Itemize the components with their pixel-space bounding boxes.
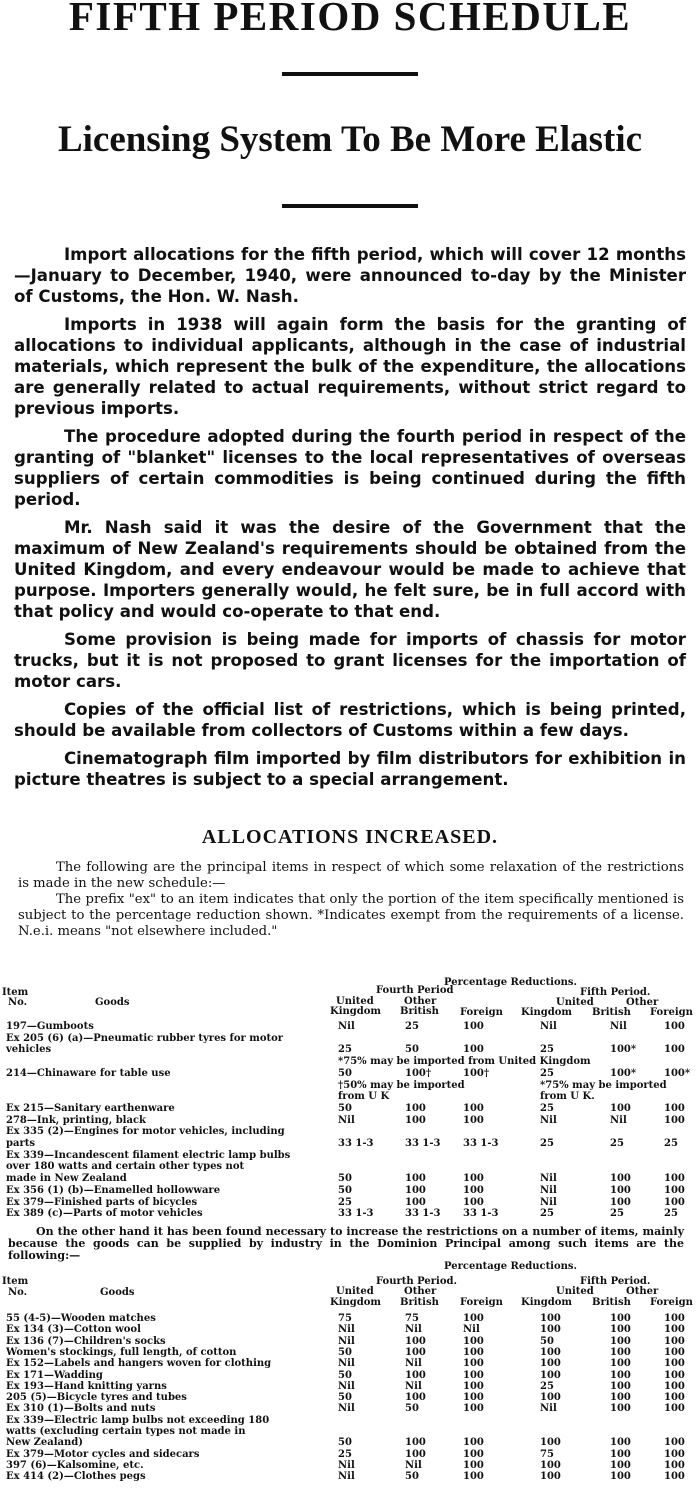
value-cell: 100 xyxy=(540,1459,561,1471)
value-cell: 25 xyxy=(338,1448,352,1460)
value-cell: 100 xyxy=(610,1346,631,1358)
goods-cell: vehicles xyxy=(6,1044,52,1056)
value-cell: 100 xyxy=(463,1358,484,1370)
value-cell: 100 xyxy=(610,1196,631,1208)
value-cell: 50 xyxy=(405,1471,419,1483)
value-cell: 25 xyxy=(540,1208,554,1220)
goods-cell: Ex 356 (1) (b)—Enamelled hollowware xyxy=(6,1184,221,1196)
value-cell: 100 xyxy=(405,1392,426,1404)
value-cell: 100 xyxy=(405,1437,426,1449)
value-cell: 50 xyxy=(338,1392,352,1404)
col-uk: United xyxy=(556,1286,594,1297)
col-uk: United xyxy=(336,1286,374,1297)
value-cell: 100 xyxy=(463,1335,484,1347)
table-row xyxy=(0,1091,700,1103)
paragraph: Imports in 1938 will again form the basis for the granting of allocations to individual applicants, although in the case of industrial materials, which represent the bulk of the expenditure, the allocations are generally related to actual requirements, without strict regard to previous imports. xyxy=(14,315,686,418)
value-cell: 100 xyxy=(610,1459,631,1471)
value-cell: 100 xyxy=(463,1021,484,1032)
paragraph: Some provision is being made for imports of chassis for motor trucks, but it is not proposed to grant licenses for the importation of motor cars. xyxy=(14,630,686,691)
value-cell: 100 xyxy=(540,1392,561,1404)
value-cell: 100 xyxy=(664,1392,685,1404)
value-cell: 25 xyxy=(540,1102,554,1114)
value-cell: 100 xyxy=(540,1346,561,1358)
value-cell: 33 1-3 xyxy=(405,1138,441,1149)
col-no: No. xyxy=(8,997,28,1008)
table-row xyxy=(0,1126,700,1138)
col-item: Item xyxy=(2,987,29,998)
goods-cell: Ex 205 (6) (a)—Pneumatic rubber tyres for motor xyxy=(6,1032,284,1044)
value-cell: 50 xyxy=(338,1102,352,1114)
value-cell: 33 1-3 xyxy=(338,1138,374,1149)
col-no: No. xyxy=(8,1287,28,1298)
goods-cell: Women's stockings, full length, of cotton xyxy=(6,1346,237,1358)
value-cell: 100 xyxy=(610,1335,631,1347)
goods-cell: 197—Gumboots xyxy=(6,1021,94,1032)
allocations-intro xyxy=(18,860,684,940)
col-fourth: Fourth Period. xyxy=(376,1276,457,1287)
value-cell: 100† xyxy=(463,1067,490,1079)
value-cell: 100 xyxy=(664,1380,685,1392)
value-cell: 100 xyxy=(610,1369,631,1381)
value-cell: 100 xyxy=(610,1324,631,1336)
col-uk: United xyxy=(556,997,594,1008)
value-cell: 100* xyxy=(664,1067,691,1079)
table-row xyxy=(0,1021,700,1033)
value-cell: 50 xyxy=(405,1403,419,1415)
value-cell: Nil xyxy=(463,1324,480,1336)
value-cell: 100 xyxy=(540,1358,561,1370)
value-cell: Nil xyxy=(338,1403,355,1415)
goods-cell: New Zealand) xyxy=(6,1437,84,1449)
value-cell: 75 xyxy=(338,1313,352,1324)
value-cell: 25 xyxy=(610,1138,624,1149)
col-uk: Kingdom xyxy=(330,1006,381,1017)
value-cell: Nil xyxy=(540,1403,557,1415)
paragraph: Mr. Nash said it was the desire of the Government that the maximum of New Zealand's requirements should be obtained from the United Kingdom, and every endeavour would be made to achieve that purpose. Importers generally would, he felt sure, be in full accord with that policy and would co-operate to that end. xyxy=(14,518,686,621)
value-cell: 100 xyxy=(463,1380,484,1392)
value-cell: 50 xyxy=(338,1437,352,1449)
value-cell: 100 xyxy=(610,1102,631,1114)
table-row xyxy=(0,1370,700,1382)
paragraph: The procedure adopted during the fourth period in respect of the granting of "blanket" licenses to the local representatives of overseas suppliers of certain commodities is being continued during the fifth period. xyxy=(14,427,686,509)
col-foreign: Foreign xyxy=(650,1297,693,1308)
value-cell: 50 xyxy=(338,1346,352,1358)
value-cell: 100 xyxy=(540,1437,561,1449)
value-cell: 100 xyxy=(664,1335,685,1347)
value-cell: Nil xyxy=(338,1471,355,1483)
goods-cell: Ex 215—Sanitary earthenware xyxy=(6,1102,175,1114)
value-cell: 100 xyxy=(540,1313,561,1324)
table-row xyxy=(0,1381,700,1393)
value-cell: 100 xyxy=(463,1471,484,1483)
value-cell: 100 xyxy=(610,1471,631,1483)
value-cell: 100 xyxy=(540,1471,561,1483)
value-cell: Nil xyxy=(540,1021,557,1032)
table-row xyxy=(0,1358,700,1370)
value-cell: 100 xyxy=(664,1021,685,1032)
goods-cell: 278—Ink, printing, black xyxy=(6,1114,146,1126)
intro-paragraph: The following are the principal items in respect of which some relaxation of the restrictions is made in the new schedule:— xyxy=(18,860,684,891)
table-row xyxy=(0,1437,700,1449)
value-cell: 100 xyxy=(664,1173,685,1185)
table-row xyxy=(0,1449,700,1461)
value-cell: Nil xyxy=(610,1021,627,1032)
value-cell: 100* xyxy=(610,1067,637,1079)
value-cell: Nil xyxy=(540,1114,557,1126)
goods-cell: Ex 310 (1)—Bolts and nuts xyxy=(6,1403,156,1415)
table-row xyxy=(0,1324,700,1336)
col-uk: Kingdom xyxy=(521,1007,572,1018)
value-cell: 75 xyxy=(405,1313,419,1324)
goods-cell: parts xyxy=(6,1138,35,1149)
table-row xyxy=(0,1208,700,1220)
value-cell: 100 xyxy=(664,1044,685,1056)
value-cell: 100 xyxy=(405,1102,426,1114)
value-cell: 100 xyxy=(463,1102,484,1114)
value-cell: 100 xyxy=(405,1448,426,1460)
table-row xyxy=(0,1033,700,1045)
table-row xyxy=(0,1347,700,1359)
col-ob: Other xyxy=(626,1286,659,1297)
goods-cell: 214—Chinaware for table use xyxy=(6,1067,171,1079)
value-cell: 50 xyxy=(338,1067,352,1079)
value-cell: 100 xyxy=(463,1392,484,1404)
value-cell: 100 xyxy=(664,1459,685,1471)
value-cell: 25 xyxy=(338,1044,352,1056)
table-row xyxy=(0,1403,700,1415)
value-cell: 100 xyxy=(610,1358,631,1370)
table-row xyxy=(0,1138,700,1150)
col-goods: Goods xyxy=(95,997,130,1008)
value-cell: 100 xyxy=(405,1114,426,1126)
col-ob: British xyxy=(592,1007,631,1018)
col-fifth: Fifth Period. xyxy=(580,1276,651,1287)
paragraph: Cinematograph film imported by film distributors for exhibition in picture theatres is subject to a special arrangement. xyxy=(14,749,686,789)
table-row xyxy=(0,1185,700,1197)
subheadline: Licensing System To Be More Elastic xyxy=(57,119,643,160)
value-cell: 100 xyxy=(664,1324,685,1336)
goods-cell: Ex 389 (c)—Parts of motor vehicles xyxy=(6,1208,203,1220)
intro-paragraph: The prefix "ex" to an item indicates that only the portion of the item specifically mentioned is subject to the percentage reduction shown. *Indicates exempt from the requirements of a license. N.e.i. means "not elsewhere included." xyxy=(18,892,684,939)
goods-cell: Ex 171—Wadding xyxy=(6,1369,103,1381)
value-cell: from U K. xyxy=(540,1091,595,1103)
value-cell: 100 xyxy=(540,1324,561,1336)
goods-cell: watts (excluding certain types not made in xyxy=(6,1426,246,1437)
value-cell: 100 xyxy=(405,1369,426,1381)
value-cell: 100 xyxy=(405,1173,426,1185)
table-row xyxy=(0,1115,700,1127)
value-cell: 100 xyxy=(463,1369,484,1381)
table-row xyxy=(0,1150,700,1162)
col-item: Item xyxy=(2,1276,29,1287)
value-cell: 100 xyxy=(664,1471,685,1483)
goods-cell: Ex 414 (2)—Clothes pegs xyxy=(6,1471,146,1483)
value-cell: Nil xyxy=(338,1324,355,1336)
value-cell: 100† xyxy=(405,1067,432,1079)
value-cell: *75% may be imported from United Kingdom xyxy=(338,1056,591,1068)
value-cell: 100 xyxy=(664,1196,685,1208)
divider-rule xyxy=(282,204,418,208)
value-cell: Nil xyxy=(338,1459,355,1471)
restrictions-note xyxy=(8,1226,684,1262)
value-cell: 100 xyxy=(463,1114,484,1126)
pct-heading: Percentage Reductions. xyxy=(444,977,578,988)
value-cell: 100 xyxy=(463,1346,484,1358)
paragraph: Import allocations for the fifth period, which will cover 12 months—January to December, 1940, were announced to-day by the Minister of Customs, the Hon. W. Nash. xyxy=(14,245,686,306)
value-cell: 33 1-3 xyxy=(463,1208,499,1220)
table-row xyxy=(0,1068,700,1080)
value-cell: 100 xyxy=(664,1448,685,1460)
table-row xyxy=(0,1056,700,1068)
paragraph: Copies of the official list of restrictions, which is being printed, should be available from collectors of Customs within a few days. xyxy=(14,700,686,740)
table-row xyxy=(0,1313,700,1325)
value-cell: 75 xyxy=(540,1448,554,1460)
value-cell: 100 xyxy=(664,1184,685,1196)
value-cell: 100 xyxy=(610,1184,631,1196)
goods-cell: over 180 watts and certain other types not xyxy=(6,1161,245,1173)
goods-cell: Ex 335 (2)—Engines for motor vehicles, including xyxy=(6,1126,285,1138)
value-cell: 100 xyxy=(463,1184,484,1196)
table-row xyxy=(0,1426,700,1438)
value-cell: 100 xyxy=(405,1346,426,1358)
value-cell: 100 xyxy=(610,1380,631,1392)
value-cell: Nil xyxy=(540,1184,557,1196)
value-cell: 100 xyxy=(463,1437,484,1449)
col-uk: Kingdom xyxy=(330,1297,381,1308)
value-cell: Nil xyxy=(540,1173,557,1185)
value-cell: 100 xyxy=(405,1335,426,1347)
value-cell: 100 xyxy=(664,1437,685,1449)
value-cell: 25 xyxy=(540,1138,554,1149)
value-cell: 100 xyxy=(463,1173,484,1185)
col-ob: British xyxy=(400,1297,439,1308)
col-fourth: Fourth Period xyxy=(376,985,454,996)
col-ob: Other xyxy=(404,1286,437,1297)
value-cell: Nil xyxy=(405,1358,422,1370)
goods-cell: Ex 379—Finished parts of bicycles xyxy=(6,1196,198,1208)
value-cell: 100 xyxy=(463,1403,484,1415)
value-cell: 100 xyxy=(664,1369,685,1381)
table-row xyxy=(0,1336,700,1348)
table-row xyxy=(0,1173,700,1185)
goods-cell: Ex 193—Hand knitting yarns xyxy=(6,1380,167,1392)
value-cell: 100 xyxy=(664,1114,685,1126)
col-foreign: Foreign xyxy=(460,1297,503,1308)
value-cell: 100 xyxy=(463,1448,484,1460)
value-cell: 100* xyxy=(610,1044,637,1056)
goods-cell: Ex 339—Electric lamp bulbs not exceeding 180 xyxy=(6,1414,270,1426)
value-cell: 100 xyxy=(463,1313,484,1324)
value-cell: 100 xyxy=(664,1403,685,1415)
table-row xyxy=(0,1161,700,1173)
goods-cell: Ex 379—Motor cycles and sidecars xyxy=(6,1448,200,1460)
col-ob: Other xyxy=(626,997,659,1008)
goods-cell: made in New Zealand xyxy=(6,1173,127,1185)
col-ob: Other xyxy=(404,996,437,1007)
value-cell: 100 xyxy=(610,1403,631,1415)
goods-cell: Ex 134 (3)—Cotton wool xyxy=(6,1324,141,1336)
value-cell: 50 xyxy=(405,1044,419,1056)
value-cell: 100 xyxy=(664,1102,685,1114)
goods-cell: Ex 136 (7)—Children's socks xyxy=(6,1335,166,1347)
value-cell: †50% may be imported xyxy=(338,1079,465,1091)
value-cell: Nil xyxy=(405,1380,422,1392)
value-cell: 100 xyxy=(540,1369,561,1381)
headline: FIFTH PERIOD SCHEDULE xyxy=(68,0,632,39)
value-cell: 100 xyxy=(610,1313,631,1324)
table1-header xyxy=(0,978,700,1020)
value-cell: 25 xyxy=(338,1196,352,1208)
value-cell: Nil xyxy=(540,1196,557,1208)
value-cell: 100 xyxy=(610,1173,631,1185)
value-cell: 25 xyxy=(540,1044,554,1056)
table-row xyxy=(0,1103,700,1115)
value-cell: 25 xyxy=(610,1208,624,1220)
value-cell: 25 xyxy=(405,1021,419,1032)
value-cell: 50 xyxy=(540,1335,554,1347)
col-ob: British xyxy=(592,1297,631,1308)
value-cell: Nil xyxy=(610,1114,627,1126)
goods-cell: Ex 152—Labels and hangers woven for clothing xyxy=(6,1358,272,1370)
value-cell: 50 xyxy=(338,1184,352,1196)
value-cell: Nil xyxy=(338,1380,355,1392)
value-cell: 25 xyxy=(540,1067,554,1079)
article-body xyxy=(14,244,686,797)
table-row xyxy=(0,1460,700,1472)
value-cell: 100 xyxy=(610,1437,631,1449)
allocations-heading: ALLOCATIONS INCREASED. xyxy=(201,826,499,848)
value-cell: 100 xyxy=(664,1358,685,1370)
value-cell: from U K xyxy=(338,1091,390,1103)
value-cell: 25 xyxy=(664,1208,678,1220)
table-row xyxy=(0,1197,700,1209)
table-row xyxy=(0,1080,700,1092)
value-cell: 100 xyxy=(610,1448,631,1460)
table-row xyxy=(0,1415,700,1427)
table-row xyxy=(0,1392,700,1404)
value-cell: 33 1-3 xyxy=(405,1208,441,1220)
col-uk: Kingdom xyxy=(521,1297,572,1308)
value-cell: 50 xyxy=(338,1173,352,1185)
value-cell: 50 xyxy=(338,1369,352,1381)
value-cell: Nil xyxy=(405,1459,422,1471)
col-goods: Goods xyxy=(100,1287,135,1298)
value-cell: 25 xyxy=(540,1380,554,1392)
value-cell: 100 xyxy=(463,1459,484,1471)
table-row xyxy=(0,1044,700,1056)
col-foreign: Foreign xyxy=(650,1007,693,1018)
goods-cell: 205 (5)—Bicycle tyres and tubes xyxy=(6,1392,187,1404)
table2-header xyxy=(0,1262,700,1314)
note-text: On the other hand it has been found necessary to increase the restrictions on a number of items, mainly because the goods can be supplied by industry in the Dominion Principal among such items are the following:— xyxy=(8,1225,684,1262)
table-row xyxy=(0,1471,700,1483)
col-ob: British xyxy=(400,1006,439,1017)
value-cell: 100 xyxy=(405,1196,426,1208)
value-cell: 33 1-3 xyxy=(338,1208,374,1220)
value-cell: Nil xyxy=(338,1335,355,1347)
value-cell: Nil xyxy=(338,1358,355,1370)
value-cell: Nil xyxy=(405,1324,422,1336)
value-cell: Nil xyxy=(338,1114,355,1126)
col-uk: United xyxy=(336,996,374,1007)
value-cell: 100 xyxy=(664,1313,685,1324)
value-cell: 100 xyxy=(664,1346,685,1358)
col-foreign: Foreign xyxy=(460,1007,503,1018)
value-cell: 33 1-3 xyxy=(463,1138,499,1149)
value-cell: *75% may be imported xyxy=(540,1079,667,1091)
divider-rule xyxy=(282,72,418,76)
value-cell: 25 xyxy=(664,1138,678,1149)
value-cell: 100 xyxy=(405,1184,426,1196)
value-cell: 100 xyxy=(610,1392,631,1404)
goods-cell: 397 (6)—Kalsomine, etc. xyxy=(6,1459,144,1471)
goods-cell: 55 (4-5)—Wooden matches xyxy=(6,1313,156,1324)
col-fifth: Fifth Period. xyxy=(580,987,651,998)
value-cell: 100 xyxy=(463,1196,484,1208)
pct-heading: Percentage Reductions. xyxy=(444,1261,578,1272)
goods-cell: Ex 339—Incandescent filament electric lamp bulbs xyxy=(6,1149,291,1161)
value-cell: Nil xyxy=(338,1021,355,1032)
value-cell: 100 xyxy=(463,1044,484,1056)
